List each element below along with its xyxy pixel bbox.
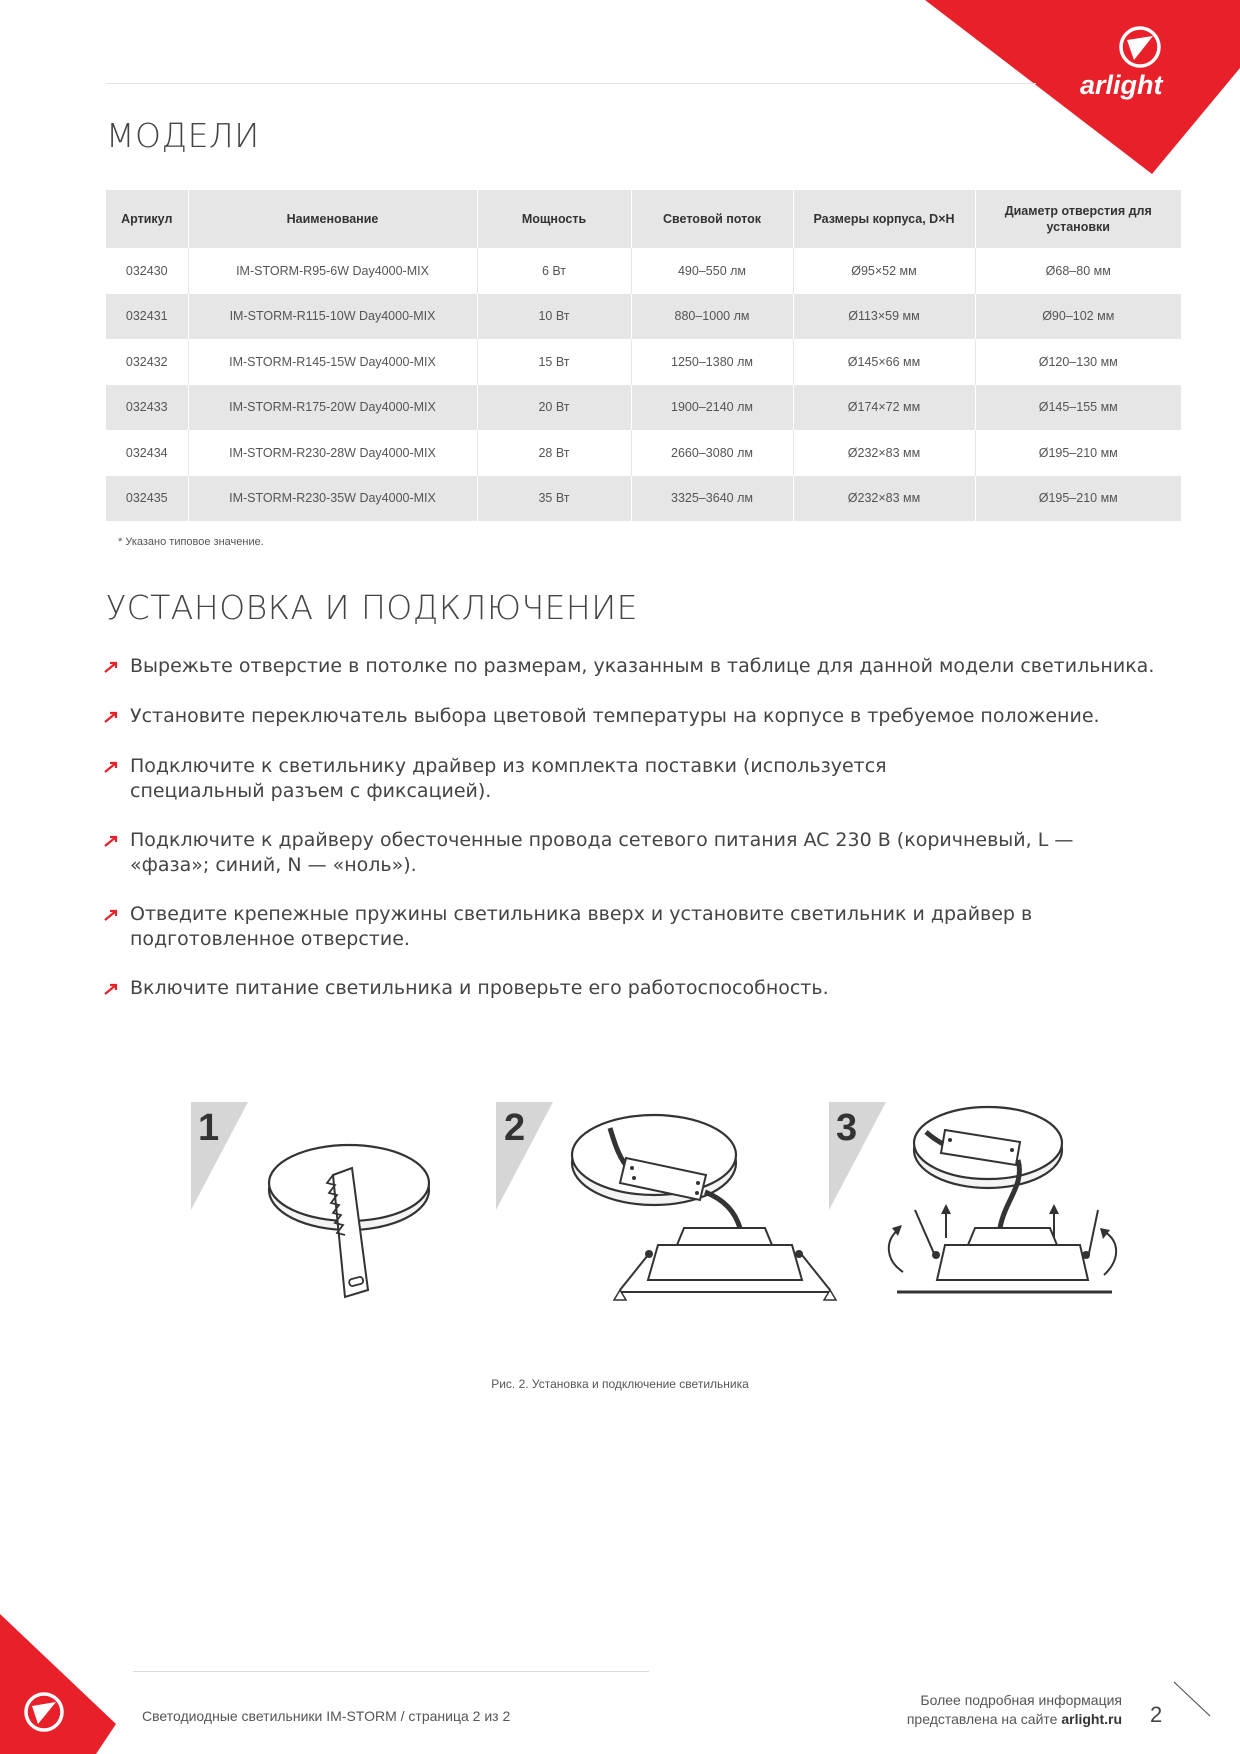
cell-dimensions: Ø113×59 мм [793, 294, 975, 340]
list-item [104, 754, 1184, 804]
cell-name: IM-STORM-R230-28W Day4000-MIX [188, 430, 477, 476]
col-header-hole: Диаметр отверстия для установки [975, 190, 1181, 248]
table-row [106, 339, 1181, 385]
top-divider [106, 83, 1036, 84]
step-text: Подключите к светильнику драйвер из комплекта поставки (используется специальный разъем с фиксацией). [130, 755, 887, 802]
cell-flux: 1900–2140 лм [631, 385, 793, 431]
models-heading: МОДЕЛИ [106, 116, 260, 155]
cell-article: 032430 [106, 248, 188, 294]
cell-article: 032431 [106, 294, 188, 340]
col-header-name: Наименование [188, 190, 477, 248]
cell-hole: Ø145–155 мм [975, 385, 1181, 431]
table-row [106, 430, 1181, 476]
cell-name: IM-STORM-R145-15W Day4000-MIX [188, 339, 477, 385]
cell-flux: 3325–3640 лм [631, 476, 793, 522]
cell-hole: Ø195–210 мм [1038, 445, 1118, 460]
table-row [106, 476, 1181, 522]
step-text: Включите питание светильника и проверьте его работоспособность. [130, 977, 829, 999]
step-text: Вырежьте отверстие в потолке по размерам, указанным в таблице для данной модели светильника. [130, 655, 1155, 677]
arrow-bullet-icon [104, 761, 118, 773]
footer-info-line2: представлена на сайте [906, 1711, 1058, 1727]
downlight-fixture [897, 1210, 1112, 1292]
table-footnote: * Указано типовое значение. [118, 536, 264, 548]
list-item [104, 902, 1184, 952]
step-number-1: 1 [198, 1107, 220, 1149]
cell-article: 032434 [106, 430, 188, 476]
list-item [104, 654, 1184, 679]
footer-info [862, 1691, 1122, 1729]
cell-hole: Ø68–80 мм [1045, 263, 1111, 278]
list-item [104, 828, 1184, 878]
col-header-dimensions: Размеры корпуса, D×H [793, 190, 975, 248]
cell-power: 10 Вт [477, 294, 631, 340]
install-steps-list [104, 654, 1184, 1026]
table-row [106, 248, 1181, 294]
cell-flux: 2660–3080 лм [631, 430, 793, 476]
step-number-3: 3 [836, 1107, 858, 1149]
cell-article: 032433 [106, 385, 188, 431]
cell-dimensions: Ø145×66 мм [793, 339, 975, 385]
cell-dimensions: Ø174×72 мм [793, 385, 975, 431]
footer-divider [133, 1671, 649, 1672]
step-text: Подключите к драйверу обесточенные провода сетевого питания AC 230 В (коричневый, L — «фаза»; синий, N — «ноль»). [130, 829, 1074, 876]
cell-power: 28 Вт [477, 430, 631, 476]
cell-dimensions: Ø232×83 мм [793, 476, 975, 522]
arrow-bullet-icon [104, 711, 118, 723]
arrow-bullet-icon [104, 661, 118, 673]
brand-corner-bottom [0, 1614, 120, 1754]
cell-hole: Ø90–102 мм [975, 294, 1181, 340]
logo-text: arlight [1080, 70, 1163, 100]
col-header-flux: Световой поток [631, 190, 793, 248]
cell-power: 6 Вт [477, 248, 631, 294]
cell-hole: Ø120–130 мм [1038, 354, 1118, 369]
col-header-power: Мощность [477, 190, 631, 248]
cell-article: 032432 [106, 339, 188, 385]
cell-name: IM-STORM-R95-6W Day4000-MIX [188, 248, 477, 294]
footer-document-title: Светодиодные светильники IM-STORM / страница 2 из 2 [142, 1708, 511, 1724]
cell-article: 032435 [106, 476, 188, 522]
page-number: 2 [1150, 1702, 1163, 1727]
cell-name: IM-STORM-R175-20W Day4000-MIX [188, 385, 477, 431]
list-item [104, 976, 1184, 1001]
installation-illustration [180, 1100, 1120, 1310]
cell-flux: 490–550 лм [631, 248, 793, 294]
cell-dimensions: Ø95×52 мм [793, 248, 975, 294]
cell-name: IM-STORM-R230-35W Day4000-MIX [188, 476, 477, 522]
figure-caption: Рис. 2. Установка и подключение светильника [491, 1377, 749, 1391]
cell-flux: 1250–1380 лм [631, 339, 793, 385]
cell-power: 15 Вт [477, 339, 631, 385]
table-row [106, 385, 1181, 431]
table-header-row [106, 190, 1181, 248]
step-number-2: 2 [504, 1107, 526, 1149]
table-row [106, 294, 1181, 340]
cell-hole: Ø195–210 мм [975, 476, 1181, 522]
page-corner-slash [1172, 1680, 1212, 1720]
arrow-bullet-icon [104, 983, 118, 995]
step-1-panel [191, 1102, 429, 1297]
list-item [104, 704, 1184, 729]
step-2-panel [496, 1102, 836, 1300]
downlight-fixture [614, 1228, 836, 1300]
cell-name: IM-STORM-R115-10W Day4000-MIX [188, 294, 477, 340]
cell-flux: 880–1000 лм [631, 294, 793, 340]
cell-power: 20 Вт [477, 385, 631, 431]
cell-power: 35 Вт [477, 476, 631, 522]
step-3-panel [829, 1102, 1116, 1292]
arrow-bullet-icon [104, 909, 118, 921]
footer-info-line1: Более подробная информация [920, 1692, 1122, 1708]
arrow-bullet-icon [104, 835, 118, 847]
cell-dimensions: Ø232×83 мм [793, 430, 975, 476]
step-text: Установите переключатель выбора цветовой температуры на корпусе в требуемое положение. [130, 705, 1100, 727]
models-table [106, 190, 1181, 521]
footer-site-link[interactable]: arlight.ru [1061, 1711, 1122, 1727]
col-header-article: Артикул [106, 190, 188, 248]
install-heading: УСТАНОВКА И ПОДКЛЮЧЕНИЕ [106, 588, 639, 627]
step-text: Отведите крепежные пружины светильника вверх и установите светильник и драйвер в подготовленное отверстие. [130, 903, 1033, 950]
